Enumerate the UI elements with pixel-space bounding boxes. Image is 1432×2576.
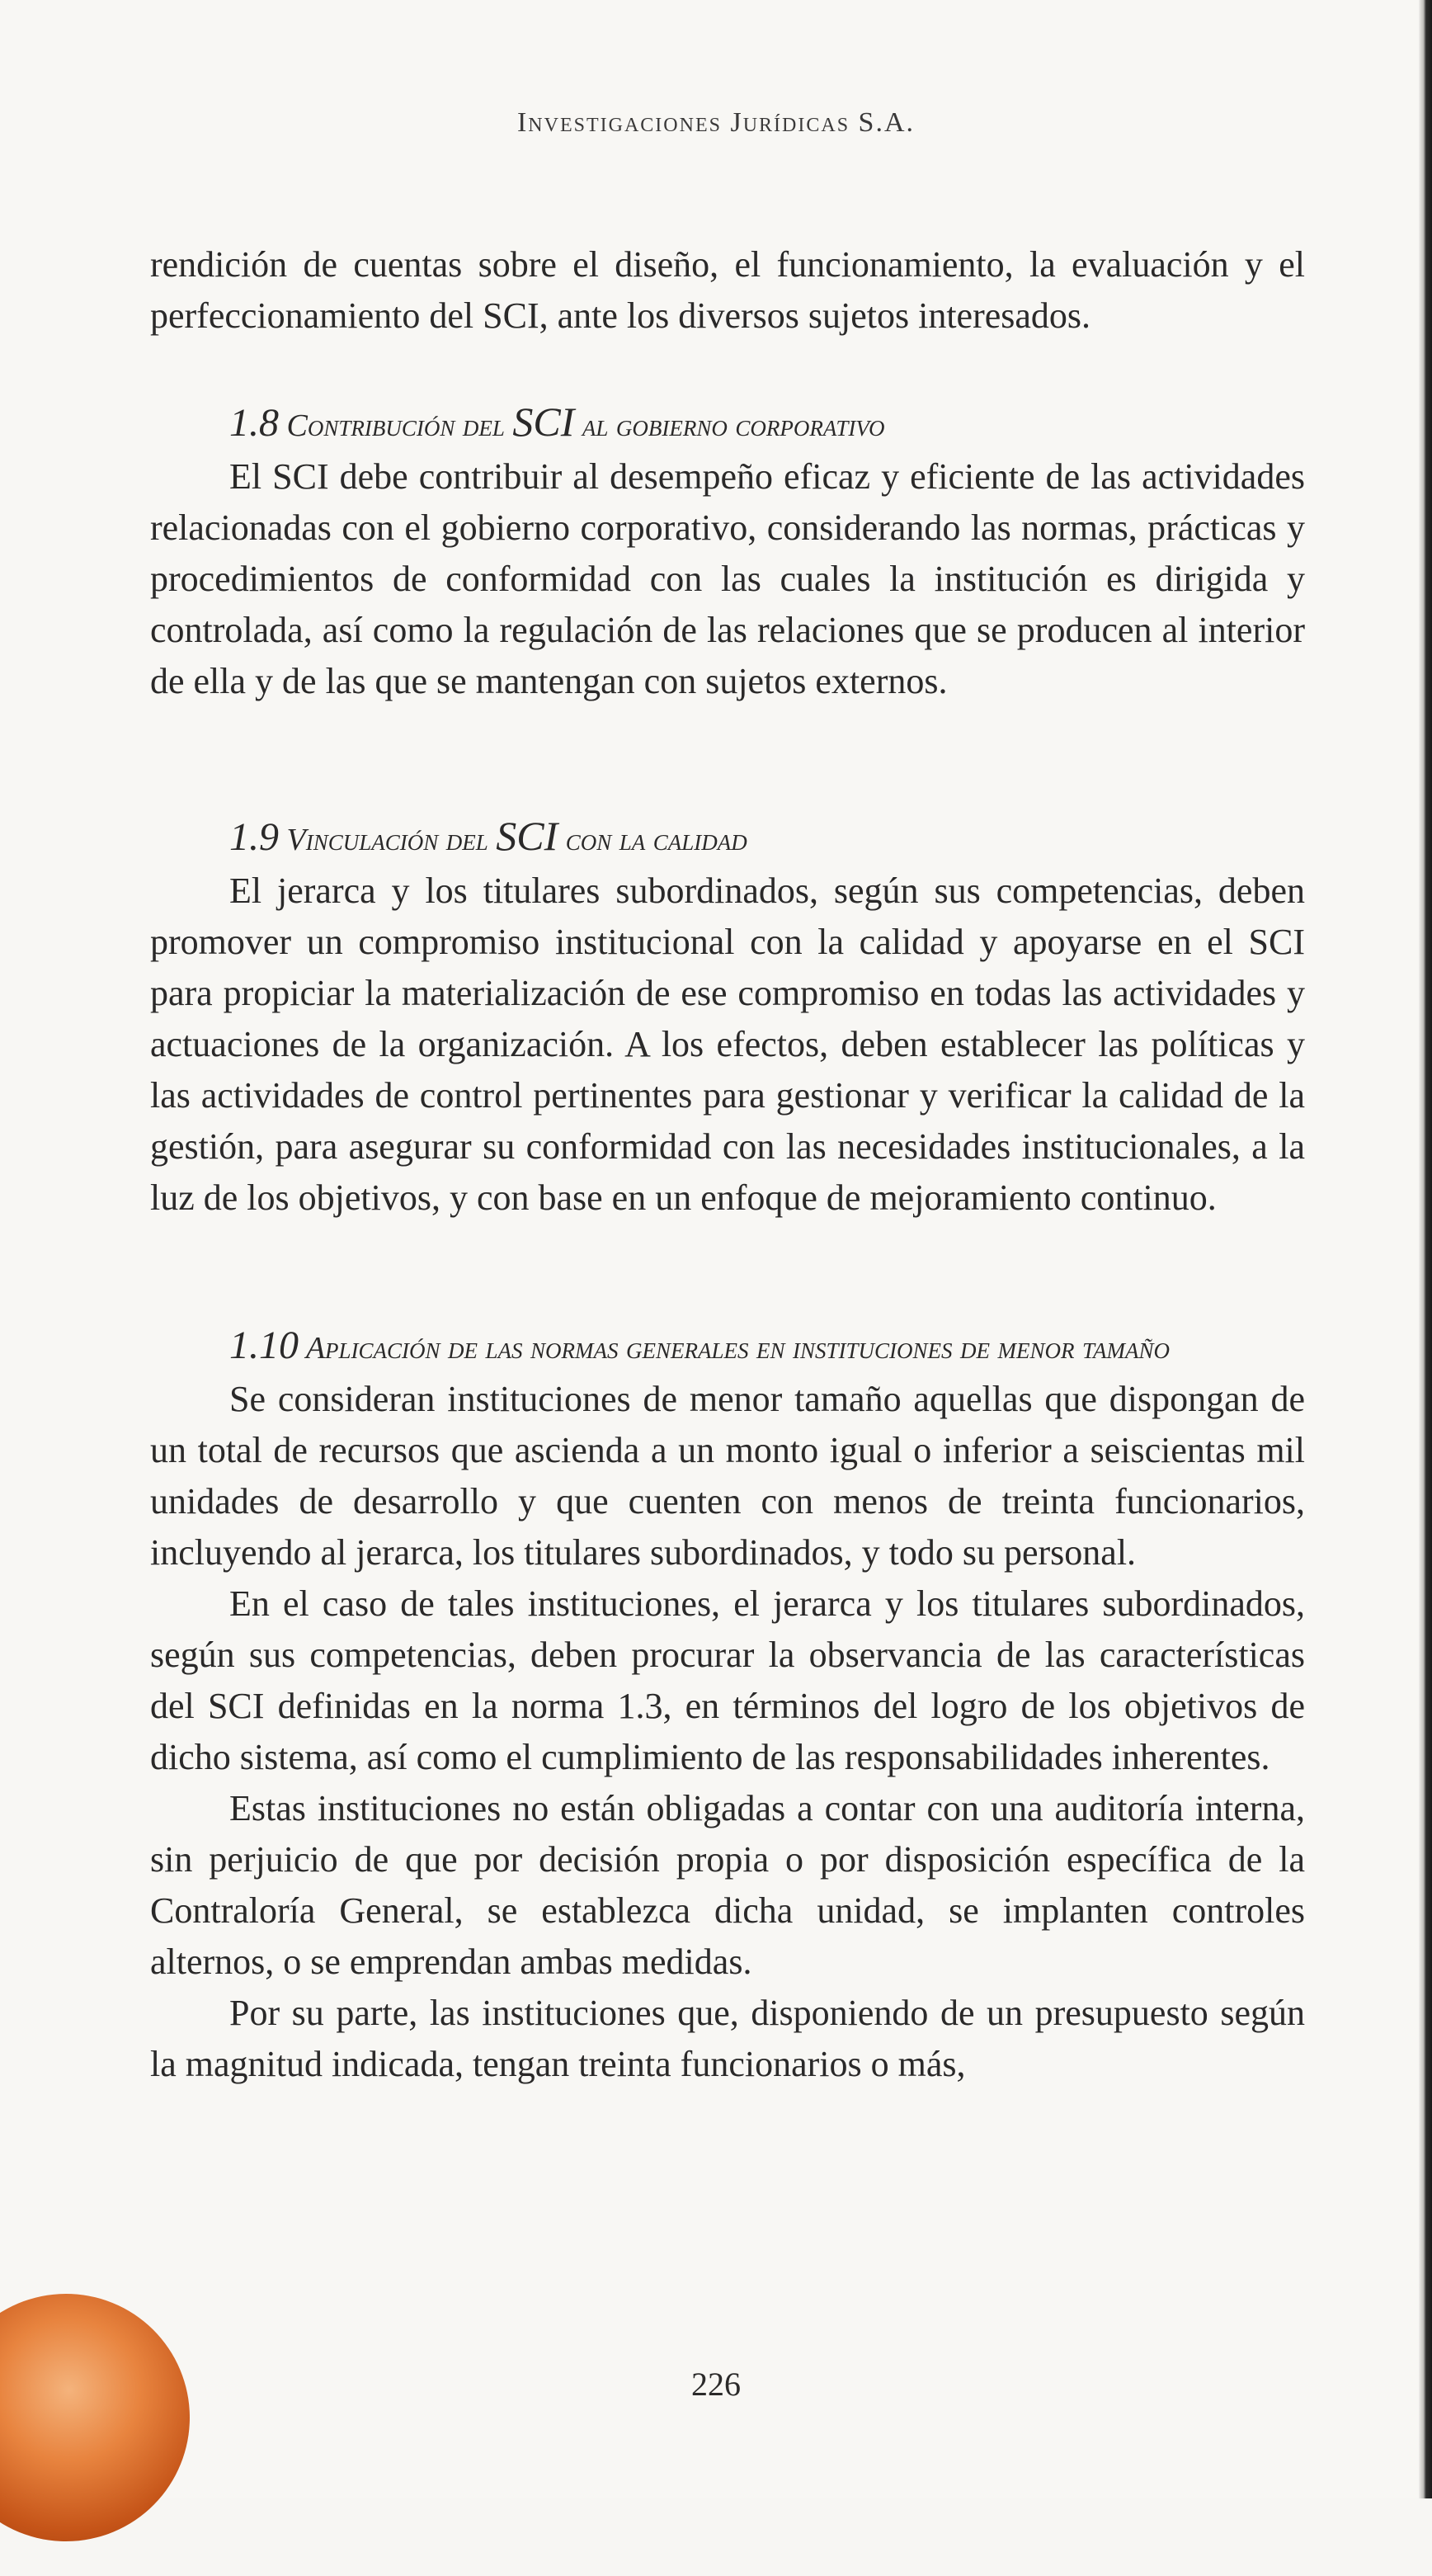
section-paragraph: El SCI debe contribuir al desempeño eficaz y eficiente de las actividades relacionadas con el gobierno corporativo, considerando las normas, prácticas y procedimientos de conformidad con las cuales la institución es dirigida y controlada, así como la regulación de las relaciones que se producen al interior de ella y de las que se mantengan con sujetos externos. (150, 456, 1305, 701)
page-number: 226 (691, 2366, 741, 2403)
section-1-9 (150, 810, 1305, 1224)
section-paragraph: Estas instituciones no están obligadas a contar con una auditoría interna, sin perjuicio de que por decisión propia o por disposición específica de la Contraloría General, se establezca dicha unidad, se implanten controles alternos, o se emprendan ambas medidas. (150, 1788, 1305, 1982)
section-number: 1.10 (229, 1323, 299, 1367)
section-paragraph: Se consideran instituciones de menor tamaño aquellas que dispongan de un total de recursos que ascienda a un monto igual o inferior a seiscientas mil unidades de desarrollo y que cuenten con menos de treinta funcionarios, incluyendo al jerarca, los titulares subordinados, y todo su personal. (150, 1379, 1305, 1573)
section-title-start: Contribución del (286, 408, 505, 443)
section-title-end: al gobierno corporativo (582, 408, 885, 443)
continuation-paragraph: rendición de cuentas sobre el diseño, el funcionamiento, la evaluación y el perfeccionamiento del SCI, ante los diversos sujetos interesados. (150, 244, 1305, 336)
section-heading (150, 810, 1305, 866)
section-paragraph: El jerarca y los titulares subordinados, según sus competencias, deben promover un compromiso institucional con la calidad y apoyarse en el SCI para propiciar la materialización de ese compromiso en todas las actividades y actuaciones de la organización. A los efectos, deben establecer las políticas y las actividades de control pertinentes para gestionar y verificar la calidad de la gestión, para asegurar su conformidad con las necesidades institucionales, a la luz de los objetivos, y con base en un enfoque de mejoramiento continuo. (150, 870, 1305, 1218)
section-heading (150, 396, 1305, 451)
section-1-8 (150, 396, 1305, 707)
section-1-10 (150, 1320, 1305, 2090)
running-header: Investigaciones Jurídicas S.A. (516, 107, 916, 138)
section-paragraph: Por su parte, las instituciones que, disponiendo de un presupuesto según la magnitud indicada, tengan treinta funcionarios o más, (150, 1993, 1305, 2084)
page-edge-shadow (1419, 0, 1432, 2498)
section-title-abbr: SCI (496, 813, 558, 859)
section-number: 1.9 (229, 815, 279, 859)
section-title-start: Vinculación del (286, 823, 488, 857)
section-title-abbr: SCI (512, 399, 575, 445)
section-paragraph: En el caso de tales instituciones, el jerarca y los titulares subordinados, según sus competencias, deben procurar la observancia de las características del SCI definidas en la norma 1.3, en términos del logro de los objetivos de dicho sistema, así como el cumplimiento de las responsabilidades inherentes. (150, 1583, 1305, 1777)
section-title: Aplicación de las normas generales en instituciones de menor tamaño (305, 1331, 1171, 1366)
intro-block (150, 239, 1305, 342)
section-title-end: con la calidad (565, 823, 747, 857)
section-heading (150, 1320, 1305, 1374)
section-number: 1.8 (229, 401, 279, 445)
thumb-blur (0, 2259, 224, 2576)
